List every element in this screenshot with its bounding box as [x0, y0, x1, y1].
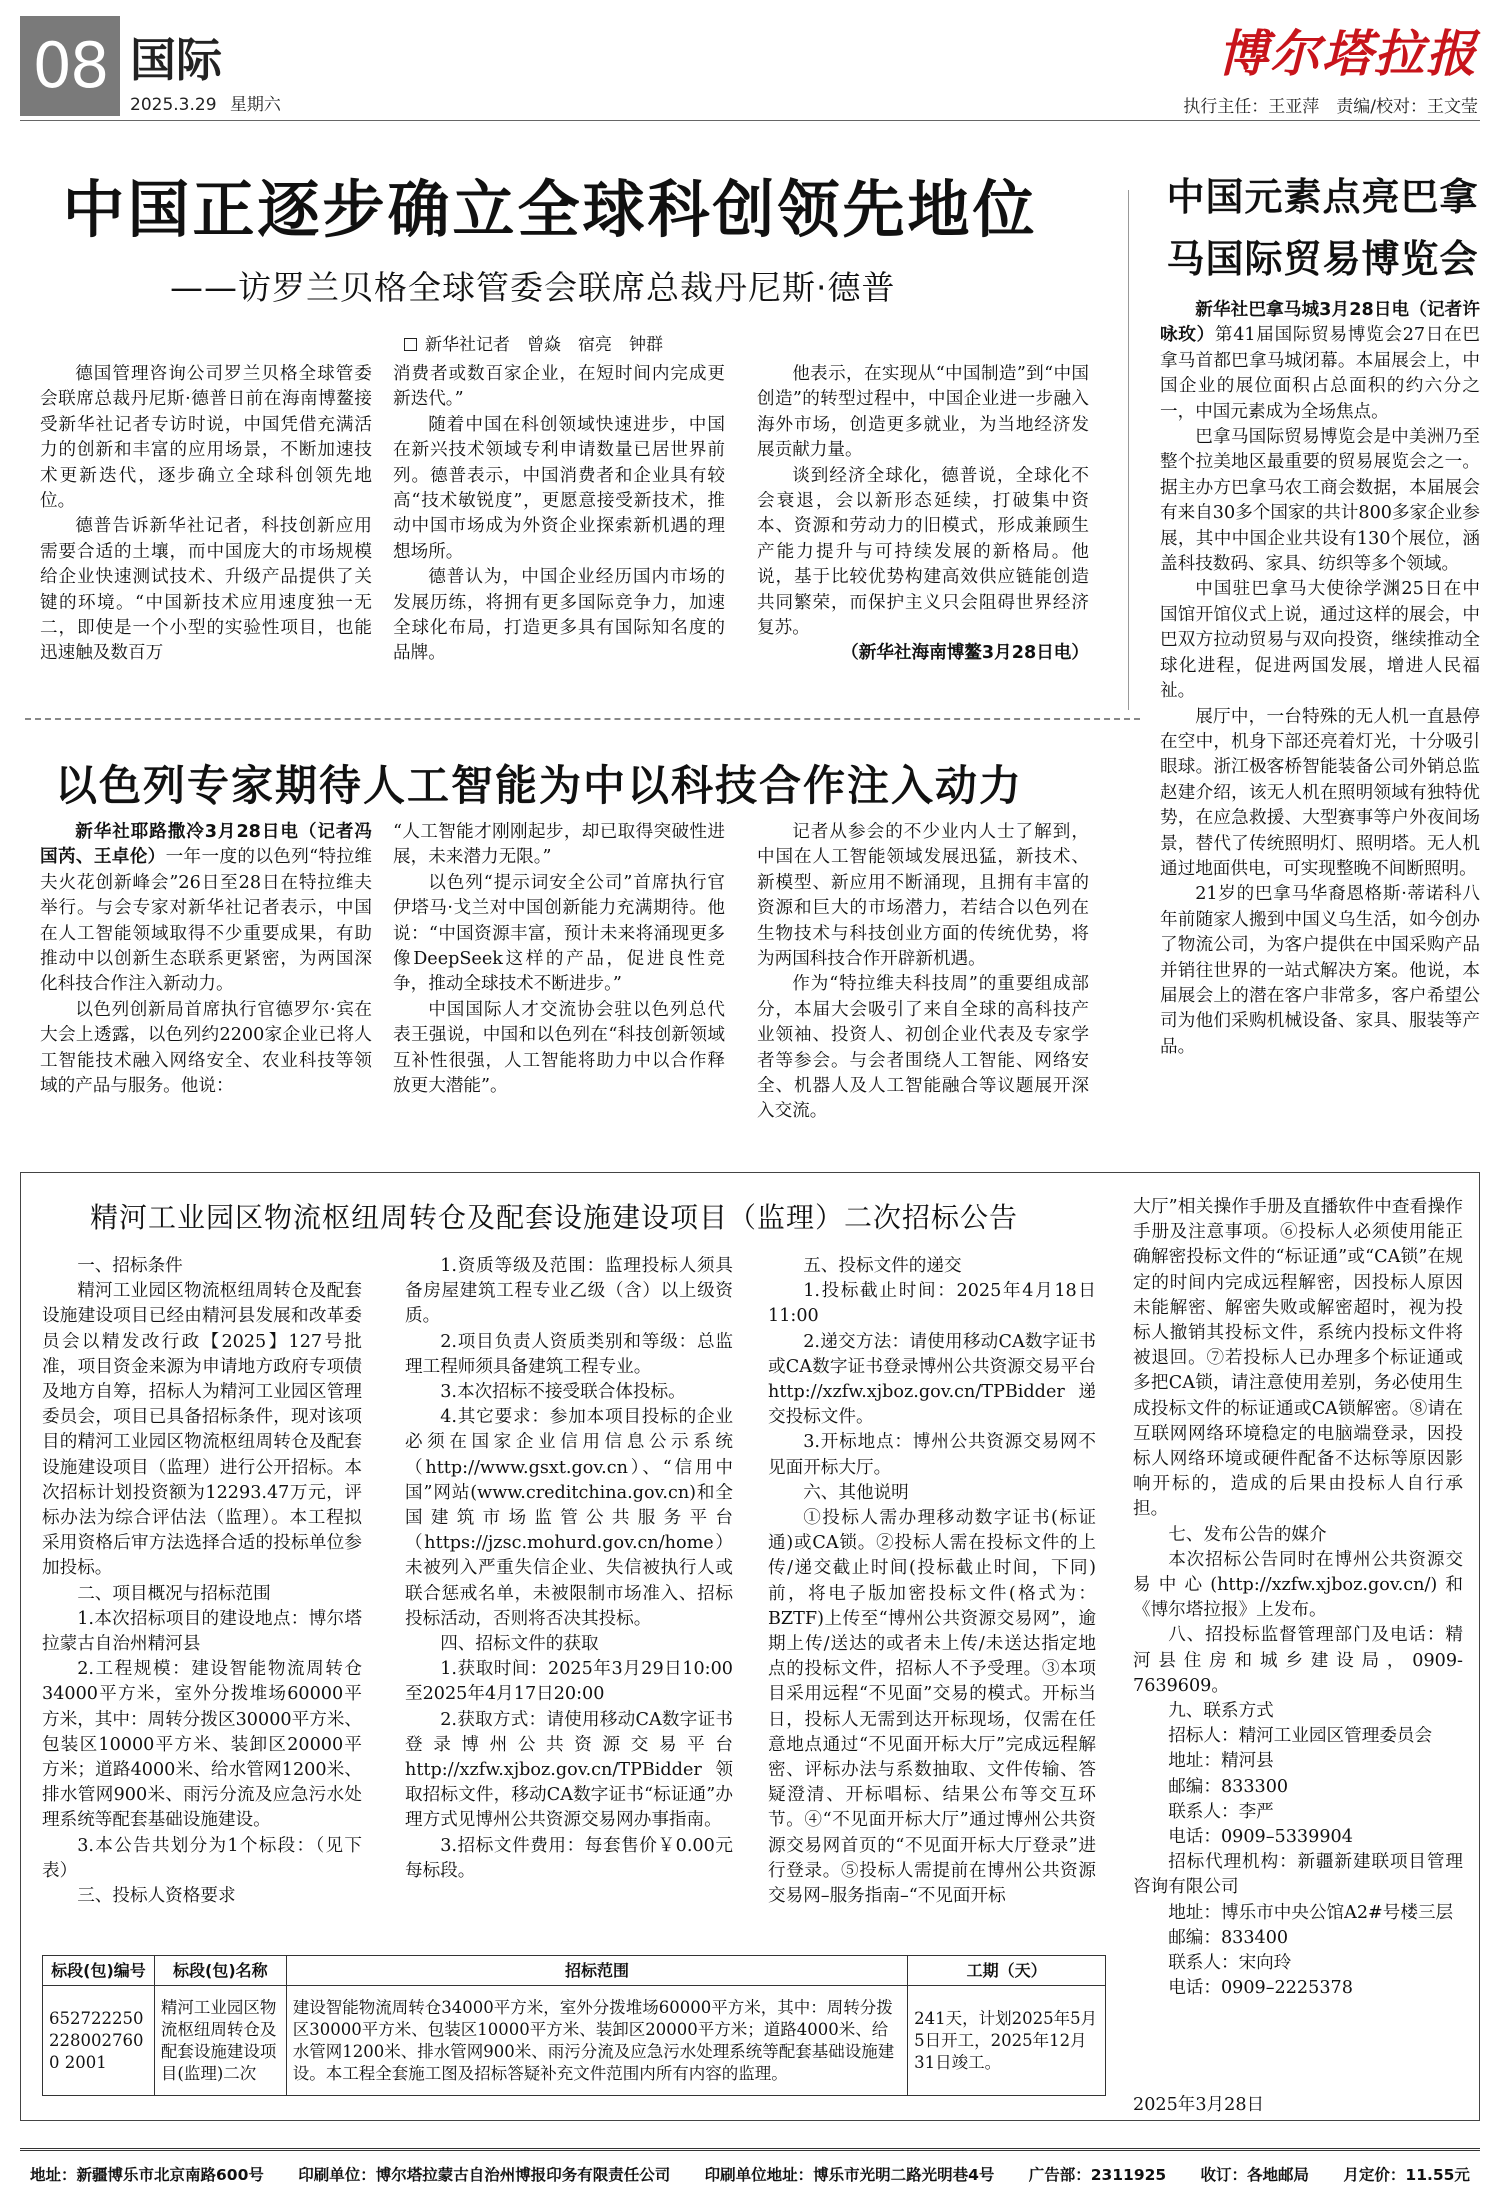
article1-column-2 [393, 362, 725, 667]
notice-paragraph: 精河工业园区物流枢纽周转仓及配套设施建设项目已经由精河县发展和改革委员会以精发改行政【2025】127号批准，项目资金来源为申请地方政府专项债及地方自筹，招标人为精河工业园区管理委员会，项目已具备招标条件，现对该项目的精河工业园区物流枢纽周转仓及配套设施建设项目（监理）进行公开招标。本次招标计划投资额为12293.47万元，评标办法为综合评估法（监理）。本工程拟采用资格后审方法选择合适的投标单位参加投标。 [42, 1281, 362, 1579]
notice-paragraph: 地址：精河县 [1168, 1751, 1274, 1772]
table-cell: 6527222502280027600 2001 [43, 1986, 155, 2096]
lead-text: 一年一度的以色列“特拉维夫火花创新峰会”26日至28日在特拉维夫举行。与会专家对新华社记者表示，中国在人工智能领域取得不少重要成果，有助推动中以创新生态联系更紧密，为两国深化科技合作注入新动力。 [40, 847, 372, 995]
notice-paragraph: 八、招投标监督管理部门及电话：精河县住房和城乡建设局，0909-7639609。 [1133, 1625, 1463, 1696]
paragraph: 作为“特拉维夫科技周”的重要组成部分，本届大会吸引了来自全球的高科技产业领袖、投资人、初创企业代表及专家学者等参会。与会者围绕人工智能、网络安全、机器人及人工智能融合等议题展开深入交流。 [757, 974, 1089, 1122]
notice-paragraph: 邮编：833300 [1168, 1776, 1289, 1797]
article2-column-3 [757, 820, 1089, 1125]
article-divider [25, 718, 1140, 720]
footer-divider [20, 2148, 1480, 2151]
footer-price: 月定价：11.55元 [1343, 2166, 1470, 2184]
newspaper-masthead-logo: 博尔塔拉报 [1218, 24, 1478, 83]
paragraph: 21岁的巴拿马华裔恩格斯·蒂诺科八年前随家人搬到中国义乌生活，如今创办了物流公司，为客户提供在中国采购产品并销往世界的一站式解决方案。他说，本届展会上的潜在客户非常多，客户希望公司为他们采购机械设备、家具、服装等产品。 [1160, 884, 1480, 1057]
article3-headline: 中国元素点亮巴拿马国际贸易博览会 [1166, 175, 1479, 281]
article1-credit: （新华社海南博鳌3月28日电） [841, 643, 1089, 664]
date: 2025.3.29 [130, 95, 217, 115]
table-row [43, 1986, 1106, 2096]
notice-paragraph: 联系人：李严 [1168, 1801, 1274, 1822]
notice-paragraph: 3.开标地点：博州公共资源交易网不见面开标大厅。 [768, 1432, 1096, 1478]
notice-paragraph: 招标代理机构：新疆新建联项目管理咨询有限公司 [1133, 1852, 1463, 1898]
byline-text: 新华社记者 曾焱 宿亮 钟群 [425, 335, 663, 355]
notice-paragraph: 1.投标截止时间：2025年4月18日11:00 [768, 1281, 1096, 1327]
table-cell: 精河工业园区物流枢纽周转仓及配套设施建设项目(监理)二次 [154, 1986, 286, 2096]
editor-credits: 执行主任：王亚萍 责编/校对：王文莹 [1183, 97, 1478, 117]
table-cell: 241天，计划2025年5月5日开工，2025年12月31日竣工。 [908, 1986, 1106, 2096]
notice-column-3 [768, 1254, 1096, 1909]
paragraph: 以色列“提示词安全公司”首席执行官伊塔马·戈兰对中国创新能力充满期待。他说：“中国资源丰富，预计未来将涌现更多像DeepSeek这样的产品，促进良性竞争，推动全球技术不断进步。” [393, 872, 725, 995]
notice-paragraph: 3.本公告共划分为1个标段：（见下表） [42, 1835, 362, 1881]
notice-paragraph: 电话：0909–2225378 [1168, 1978, 1353, 1999]
notice-paragraph: 1.本次招标项目的建设地点：博尔塔拉蒙古自治州精河县 [42, 1608, 362, 1655]
notice-paragraph: 1.资质等级及范围：监理投标人须具备房屋建筑工程专业乙级（含）以上级资质。 [405, 1256, 733, 1327]
notice-paragraph: 招标人：精河工业园区管理委员会 [1168, 1726, 1433, 1747]
notice-paragraph: 2.获取方式：请使用移动CA数字证书登录博州公共资源交易平台http://xzfw.xjboz.gov.cn/TPBidder领取招标文件，移动CA数字证书“标证通”办理方式见博州公共资源交易网办事指南。 [405, 1709, 733, 1831]
article1-column-3 [757, 362, 1089, 667]
notice-paragraph: ①投标人需办理移动数字证书(标证通)或CA锁。②投标人需在投标文件的上传/递交截止时间(投标截止时间，下同)前，将电子版加密投标文件(格式为：BZTF)上传至“博州公共资源交易网”，逾期上传/送达的或者未上传/未送达指定地点的投标文件，招标人不予受理。③本项目采用远程“不见面”交易的模式。开标当日，投标人无需到达开标现场，仅需在任意地点通过“不见面开标大厅”完成远程解密、评标办法与系数抽取、文件传输、答疑澄清、开标唱标、结果公布等交互环节。④“不见面开标大厅”通过博州公共资源交易网首页的“不见面开标大厅登录”进行登录。⑤投标人需提前在博州公共资源交易网–服务指南–“不见面开标 [768, 1508, 1096, 1907]
paragraph: 德普告诉新华社记者，科技创新应用需要合适的土壤，而中国庞大的市场规模给企业快速测试技术、升级产品提供了关键的环境。“中国新技术应用速度独一无二，即使是一个小型的实验性项目，也能迅速触及数百万 [40, 516, 372, 664]
notice-paragraph: 三、投标人资格要求 [77, 1886, 236, 1907]
table-cell: 建设智能物流周转仓34000平方米，室外分拨堆场60000平方米，其中：周转分拨区30000平方米、包装区10000平方米、装卸区20000平方米；道路4000米、给水管网1200米、排水管网900米、雨污分流及应急污水处理系统等配套基础设施建设。本工程全套施工图及招标答疑补充文件范围内所有内容的监理。 [286, 1986, 907, 2096]
paragraph: “人工智能才刚刚起步，却已取得突破性进展，未来潜力无限。” [393, 822, 725, 868]
footer-printer: 印刷单位：博尔塔拉蒙古自治州博报印务有限责任公司 [298, 2166, 671, 2184]
footer-printer-address: 印刷单位地址：博乐市光明二路光明巷4号 [704, 2166, 995, 2184]
bid-sections-table [42, 1955, 1106, 2096]
notice-paragraph: 2.递交方法：请使用移动CA数字证书或CA数字证书登录博州公共资源交易平台http://xzfw.xjboz.gov.cn/TPBidder递交投标文件。 [768, 1331, 1096, 1428]
notice-paragraph: 联系人：宋向玲 [1168, 1953, 1292, 1974]
table-header-row [43, 1956, 1106, 1986]
paragraph [1160, 298, 1480, 425]
notice-paragraph: 四、招标文件的获取 [440, 1634, 599, 1655]
paragraph: 德国管理咨询公司罗兰贝格全球管委会联席总裁丹尼斯·德普日前在海南博鳌接受新华社记者专访时说，中国凭借充满活力的创新和丰富的应用场景，不断加速技术更新迭代，逐步确立全球科创领先地位。 [40, 364, 372, 512]
notice-column-4 [1133, 1195, 1463, 2002]
article2-column-2 [393, 820, 725, 1099]
notice-paragraph: 五、投标文件的递交 [803, 1256, 962, 1276]
article2-headline: 以色列专家期待人工智能为中以科技合作注入动力 [55, 761, 1024, 810]
notice-paragraph: 一、招标条件 [77, 1256, 183, 1276]
notice-paragraph: 七、发布公告的媒介 [1168, 1524, 1327, 1545]
paragraph: 消费者或数百家企业，在短时间内完成更新迭代。” [393, 364, 725, 410]
weekday: 星期六 [229, 95, 281, 115]
footer-subscription: 收订：各地邮局 [1200, 2166, 1310, 2184]
notice-column-2 [405, 1254, 733, 1884]
page-number: 08 [20, 16, 120, 116]
paragraph: 谈到经济全球化，德普说，全球化不会衰退，会以新形态延续，打破集中资本、资源和劳动力的旧模式，形成兼顾生产能力提升与可持续发展的新格局。他说，基于比较优势构建高效供应链能创造共同繁荣，而保护主义只会阻碍世界经济复苏。 [757, 465, 1089, 639]
table-header: 招标范围 [286, 1956, 907, 1986]
notice-paragraph: 六、其他说明 [803, 1482, 909, 1503]
footer-address: 地址：新疆博乐市北京南路600号 [30, 2166, 264, 2184]
paragraph: 中国驻巴拿马大使徐学渊25日在中国馆开馆仪式上说，通过这样的展会，中巴双方拉动贸易与双向投资，继续推动全球化进程，促进两国发展，增进人民福祉。 [1160, 579, 1480, 702]
paragraph: 德普认为，中国企业经历国内市场的发展历练，将拥有更多国际竞争力，加速全球化布局，打造更多具有国际知名度的品牌。 [393, 567, 725, 664]
notice-paragraph: 2.工程规模：建设智能物流周转仓34000平方米，室外分拨堆场60000平方米，其中：周转分拨区30000平方米、包装区10000平方米、装卸区20000平方米；道路4000米、给水管网1200米、排水管网900米、雨污分流及应急污水处理系统等配套基础设施建设。 [42, 1659, 362, 1831]
paragraph: 记者从参会的不少业内人士了解到，中国在人工智能领域发展迅猛，新技术、新模型、新应用不断涌现，且拥有丰富的资源和巨大的市场潜力，若结合以色列在生物技术与科技创业方面的传统优势，将为两国科技合作开辟新机遇。 [757, 822, 1089, 970]
paragraph: 展厅中，一台特殊的无人机一直悬停在空中，机身下部还亮着灯光，十分吸引眼球。浙江极客桥智能装备公司外销总监赵建介绍，该无人机在照明领域有独特优势，在应急救援、大型赛事等户外夜间场景，替代了传统照明灯、照明塔。无人机通过地面供电，可实现整晚不间断照明。 [1160, 706, 1480, 879]
article2-column-1 [40, 820, 372, 1099]
lead-text: 第41届国际贸易博览会27日在巴拿马首都巴拿马城闭幕。本届展会上，中国企业的展位面积占总面积的约六分之一，中国元素成为全场焦点。 [1160, 325, 1480, 422]
article1-subheadline: ——访罗兰贝格全球管委会联席总裁丹尼斯·德普 [170, 268, 896, 307]
notice-paragraph: 九、联系方式 [1168, 1701, 1274, 1722]
notice-paragraph: 二、项目概况与招标范围 [77, 1583, 271, 1604]
header-divider [20, 120, 1480, 121]
dateline: 新华社耶路撒冷3月28日电（记者冯国芮、王卓伦） [40, 822, 372, 868]
article1-byline [404, 330, 663, 355]
notice-paragraph: 3.本次招标不接受联合体投标。 [440, 1382, 686, 1403]
notice-paragraph: 地址：博乐市中央公馆A2#号楼三层 [1168, 1902, 1454, 1923]
paragraph: 随着中国在科创领域快速进步，中国在新兴技术领域专利申请数量已居世界前列。德普表示，中国消费者和企业具有较高“技术敏锐度”，更愿意接受新技术，推动中国市场成为外资企业探索新机遇的理想场所。 [393, 414, 725, 562]
notice-column-1 [42, 1254, 362, 1909]
notice-paragraph: 2.项目负责人资质类别和等级：总监理工程师须具备建筑工程专业。 [405, 1331, 733, 1377]
article1-headline: 中国正逐步确立全球科创领先地位 [62, 173, 1038, 246]
column-divider [1128, 190, 1129, 710]
notice-paragraph: 电话：0909–5339904 [1168, 1827, 1353, 1848]
paragraph: 中国国际人才交流协会驻以色列总代表王强说，中国和以色列在“科技创新领域互补性很强，人工智能将助力中以合作释放更大潜能”。 [393, 999, 725, 1097]
table-header: 标段(包)名称 [154, 1956, 286, 1986]
notice-paragraph: 4.其它要求：参加本项目投标的企业必须在国家企业信用信息公示系统（http://www.gsxt.gov.cn）、“信用中国”网站(www.creditchina.gov.cn)和全国建筑市场监管公共服务平台（https://jzsc.mohurd.gov.cn/home）未被列入严重失信企业、失信被执行人或联合惩戒名单，未被限制市场准入、招标投标活动，否则将否决其投标。 [405, 1407, 733, 1629]
notice-paragraph: 3.招标文件费用：每套售价￥0.00元每标段。 [405, 1835, 733, 1881]
article1-column-1 [40, 362, 372, 667]
paragraph: 巴拿马国际贸易博览会是中美洲乃至整个拉美地区最重要的贸易展览会之一。据主办方巴拿马农工商会数据，本届展会有来自30多个国家的共计800多家企业参展，其中中国企业共设有130个展位，涵盖科技数码、家具、纺织等多个领域。 [1160, 427, 1480, 575]
notice-paragraph: 大厅”相关操作手册及直播软件中查看操作手册及注意事项。⑥投标人必须使用能正确解密投标文件的“标证通”或“CA锁”在规定的时间内完成远程解密，因投标人原因未能解密、解密失败或解密超时，视为投标人撤销其投标文件，系统内投标文件将被退回。⑦若投标人已办理多个标证通或多把CA锁，请注意使用差别，务必使用生成投标文件的标证通或CA锁解密。⑧请在互联网网络环境稳定的电脑端登录，因投标人网络环境或硬件配备不达标等原因影响开标的，造成的后果由投标人自行承担。 [1133, 1197, 1463, 1520]
dateline: 新华社巴拿马城3月28日电（记者许咏玫） [1160, 300, 1480, 346]
bid-notice-title: 精河工业园区物流枢纽周转仓及配套设施建设项目（监理）二次招标公告 [90, 1201, 1019, 1234]
notice-paragraph: 1.获取时间：2025年3月29日10:00至2025年4月17日20:00 [405, 1659, 733, 1705]
paragraph: 以色列创新局首席执行官德罗尔·宾在大会上透露，以色列约2200家企业已将人工智能技术融入网络安全、农业科技等领域的产品与服务。他说： [40, 999, 372, 1097]
notice-paragraph: 本次招标公告同时在博州公共资源交易中心(http://xzfw.xjboz.gov.cn/)和《博尔塔拉报》上发布。 [1133, 1549, 1463, 1621]
footer [30, 2163, 1470, 2185]
table-header: 工期（天） [908, 1956, 1106, 1986]
paragraph: 他表示，在实现从“中国制造”到“中国创造”的转型过程中，中国企业进一步融入海外市场，创造更多就业，为当地经济发展贡献力量。 [757, 364, 1089, 461]
article3-column [1160, 298, 1480, 1060]
notice-paragraph: 邮编：833400 [1168, 1927, 1289, 1948]
footer-ad-phone: 广告部：2311925 [1028, 2166, 1167, 2184]
issue-date [130, 90, 281, 115]
paragraph [40, 820, 372, 998]
square-icon [404, 338, 417, 351]
section-title: 国际 [130, 33, 222, 87]
notice-date: 2025年3月28日 [1133, 2095, 1265, 2115]
table-header: 标段(包)编号 [43, 1956, 155, 1986]
